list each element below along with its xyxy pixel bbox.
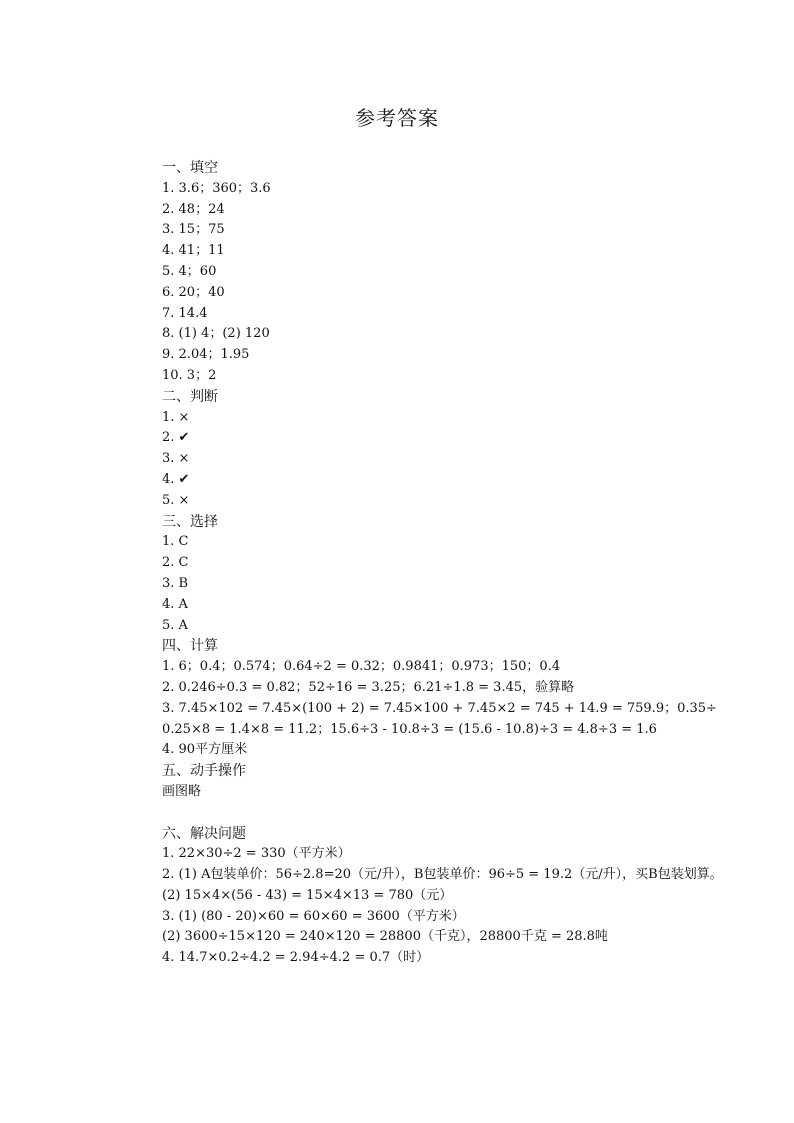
answer-item: 4. 14.7×0.2÷4.2 = 2.94÷4.2 = 0.7（时）	[162, 950, 430, 966]
answer-item: 1. 6；0.4；0.574；0.64÷2 = 0.32；0.9841；0.973；150；0.4	[162, 659, 561, 675]
section-heading: 二、判断	[162, 388, 218, 405]
answer-item: 8. (1) 4；(2) 120	[162, 326, 270, 342]
page-title: 参考答案	[355, 106, 439, 130]
answer-item: 10. 3；2	[162, 367, 217, 383]
answer-item: 2. C	[162, 555, 189, 571]
answer-item: 3. 7.45×102 = 7.45×(100 + 2) = 7.45×100 + 7.45×2 = 745 + 14.9 = 759.9；0.35÷0.25×8 = 1.4×8 = 11.2；15.6÷3 - 10.8÷3 = (15.6 - 10.8)÷3 = 4.8÷3 = 1.6	[162, 700, 717, 737]
answer-item: 4. 41；11	[162, 243, 225, 259]
answer-item: 5. A	[162, 617, 188, 633]
section-word-problems	[162, 824, 728, 970]
answer-item: 画图略	[162, 783, 202, 799]
section-heading: 一、填空	[162, 160, 218, 176]
answer-item: (2) 15×4×(56 - 43) = 15×4×13 = 780（元）	[162, 887, 453, 903]
section-heading: 五、动手操作	[162, 763, 246, 780]
answer-item: 2. (1) A包装单价：56÷2.8=20（元/升），B包装单价：96÷5 = 19.2（元/升），买B包装划算。	[162, 867, 723, 883]
answer-item: 4. A	[162, 596, 188, 612]
answer-item: 6. 20；40	[162, 284, 225, 300]
blank-line	[162, 803, 728, 824]
answer-item: 3. 15；75	[162, 222, 225, 238]
answer-item: 2. ✔	[162, 430, 190, 446]
answer-item: 9. 2.04；1.95	[162, 347, 250, 363]
section-multiple-choice	[162, 512, 728, 637]
answer-item: 5. 4；60	[162, 263, 217, 279]
answer-item: 7. 14.4	[162, 305, 208, 321]
answer-item: 5. ×	[162, 492, 190, 508]
answer-item: 1. 3.6；360；3.6	[162, 180, 271, 196]
answer-item: 2. 0.246÷0.3 = 0.82；52÷16 = 3.25；6.21÷1.8 = 3.45，验算略	[162, 679, 575, 695]
answer-item: 4. 90平方厘米	[162, 742, 248, 758]
section-heading: 四、计算	[162, 638, 218, 655]
section-heading: 三、选择	[162, 513, 218, 530]
answer-item: 3. ×	[162, 451, 190, 467]
answer-item: 2. 48；24	[162, 201, 225, 217]
answer-item: 1. C	[162, 534, 189, 550]
section-hands-on	[162, 761, 728, 803]
answer-item: 1. ×	[162, 409, 190, 425]
answer-item: 1. 22×30÷2 = 330（平方米）	[162, 846, 351, 862]
answer-item: 3. (1) (80 - 20)×60 = 60×60 = 3600（平方米）	[162, 908, 465, 924]
answer-item: (2) 3600÷15×120 = 240×120 = 28800（千克），28800千克 = 28.8吨	[162, 929, 608, 945]
section-fill-blank	[162, 158, 728, 387]
section-heading: 六、解决问题	[162, 825, 246, 842]
section-calculation	[162, 636, 728, 761]
answer-item: 4. ✔	[162, 471, 190, 487]
section-true-false	[162, 387, 728, 512]
answer-content	[162, 158, 728, 969]
answer-item: 3. B	[162, 575, 189, 591]
